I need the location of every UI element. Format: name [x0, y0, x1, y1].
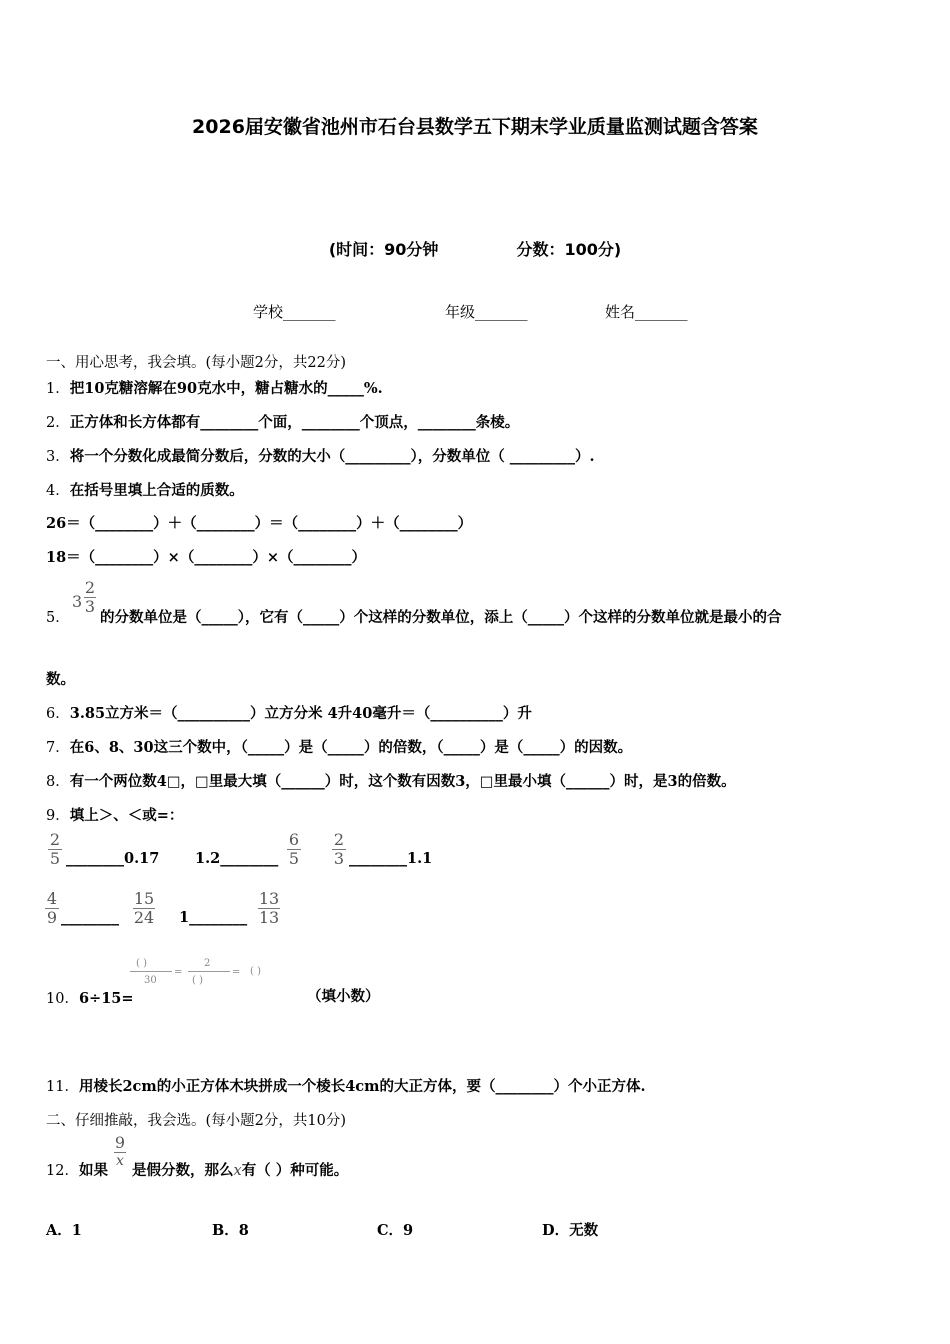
question-number: 9．	[46, 808, 70, 824]
q10-denominator: 30	[144, 975, 157, 986]
question-4	[46, 479, 244, 500]
question-text: 将一个分数化成最简分数后，分数的大小（_________），分数单位（ _________）.	[69, 448, 595, 465]
question-12	[46, 1159, 108, 1180]
question-number: 3．	[46, 449, 70, 465]
q10-equals-2: =	[232, 967, 241, 978]
name-field: 姓名_______	[605, 303, 688, 321]
question-text: 在括号里填上合适的质数。	[69, 482, 244, 499]
question-8	[46, 770, 736, 791]
q9-r2-blank-2: 1________	[179, 909, 248, 926]
q5-fraction: 2 3	[84, 578, 96, 616]
question-number: 4．	[46, 483, 70, 499]
question-11	[46, 1075, 646, 1096]
question-1	[46, 377, 383, 398]
time-label: (时间：90分钟	[328, 240, 439, 259]
score-label: 分数：100分)	[516, 240, 622, 259]
question-5-text: 的分数单位是（_____），它有（_____）个这样的分数单位，添上（_____）个这样的分数单位就是最小的合	[100, 609, 782, 626]
q10-equation-image	[130, 958, 300, 992]
question-text: 把10克糖溶解在90克水中，糖占糖水的_____%.	[69, 380, 383, 397]
q12-body: 是假分数，那么x有（ ）种可能。	[132, 1162, 349, 1179]
q10-mid-denominator: ( )	[192, 975, 203, 986]
q9-r1-fraction-3: 2 3	[333, 830, 345, 868]
q12-option-d[interactable]: D．无数	[542, 1222, 599, 1239]
question-number: 7．	[46, 740, 70, 756]
question-4-line-1: 26＝（________）＋（________）＝（________）＋（________）	[46, 515, 473, 532]
q10-mid-numerator: 2	[204, 958, 211, 969]
section-1-heading: 一、用心思考，我会填。(每小题2分，共22分)	[46, 355, 346, 371]
q9-r2-blank-1: ________	[61, 909, 119, 926]
q10-suffix: （填小数）	[307, 988, 380, 1005]
question-4-line-2: 18＝（________）×（________）×（________）	[46, 549, 366, 566]
q9-r2-fraction-1: 4 9	[46, 889, 58, 927]
q10-blank-top: ( )	[136, 958, 147, 969]
question-9	[46, 804, 183, 825]
q5-mixed-whole: 3	[72, 592, 83, 611]
q12-option-a[interactable]: A．1	[46, 1222, 82, 1239]
school-field: 学校_______	[253, 303, 336, 321]
q12-prefix: 如果	[78, 1162, 108, 1179]
question-5-number: 5．	[46, 610, 70, 626]
q12-option-c[interactable]: C．9	[377, 1222, 414, 1239]
q12-option-b[interactable]: B．8	[212, 1222, 249, 1239]
q9-r1-blank-2: 1.2________	[195, 850, 279, 867]
q10-equals-1: =	[174, 967, 183, 978]
question-7	[46, 736, 632, 757]
question-text: 正方体和长方体都有________个面，________个顶点，________条棱。	[69, 414, 520, 431]
question-6	[46, 702, 532, 723]
question-3	[46, 445, 595, 466]
q9-r2-fraction-3: 13 13	[258, 889, 280, 927]
question-text: 6÷15=	[78, 990, 134, 1007]
question-number: 12．	[46, 1163, 79, 1179]
q10-blank-last: ( )	[250, 966, 261, 977]
section-2-heading: 二、仔细推敲，我会选。(每小题2分，共10分)	[46, 1113, 346, 1129]
question-number: 11．	[46, 1079, 79, 1095]
question-5-continued: 数。	[46, 671, 75, 688]
question-number: 10．	[46, 991, 79, 1007]
exam-meta	[0, 237, 950, 260]
q12-fraction: 9 x	[114, 1133, 126, 1169]
question-number: 1．	[46, 381, 70, 397]
q9-r1-fraction-1: 2 5	[49, 830, 61, 868]
question-text: 用棱长2cm的小正方体木块拼成一个棱长4cm的大正方体，要（________）个小正方体.	[78, 1078, 646, 1095]
question-text: 在6、8、30这三个数中，（_____）是（_____）的倍数，（_____）是（_____）的因数。	[69, 739, 633, 756]
question-number: 6．	[46, 706, 70, 722]
grade-field: 年级_______	[445, 303, 528, 321]
page-title: 2026届安徽省池州市石台县数学五下期末学业质量监测试题含答案	[192, 116, 758, 138]
question-2	[46, 411, 519, 432]
q9-r1-blank-3: ________1.1	[349, 850, 433, 867]
question-number: 8．	[46, 774, 70, 790]
question-10	[46, 987, 134, 1008]
q9-r2-fraction-2: 15 24	[133, 889, 155, 927]
question-text: 3.85立方米＝（__________）立方分米 4升40毫升＝（__________）升	[69, 705, 532, 722]
q9-r1-fraction-2: 6 5	[288, 830, 300, 868]
question-text: 填上＞、＜或=：	[69, 807, 184, 824]
question-number: 2．	[46, 415, 70, 431]
question-text: 有一个两位数4□，□里最大填（______）时，这个数有因数3，□里最小填（______）时，是3的倍数。	[69, 773, 736, 790]
q9-r1-blank-1: ________0.17	[66, 850, 160, 867]
